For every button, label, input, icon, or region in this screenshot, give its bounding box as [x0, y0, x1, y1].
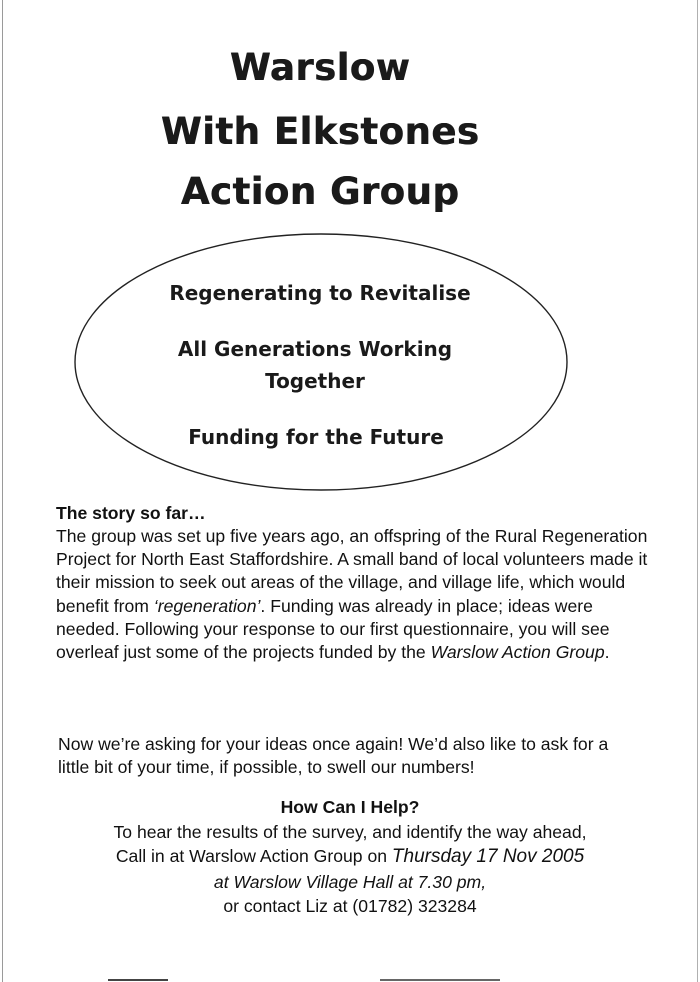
- story-emphasis: Warslow Action Group: [430, 642, 605, 663]
- story-paragraph: [56, 525, 656, 664]
- story-heading: The story so far…: [56, 503, 206, 523]
- title-line-1: Warslow: [229, 46, 411, 89]
- story-text: .: [604, 642, 610, 663]
- title-line-2: With Elkstones: [160, 110, 480, 153]
- slogan-generations-line2: Together: [265, 369, 365, 393]
- help-heading: How Can I Help?: [280, 797, 420, 817]
- help-line-4: or contact Liz at (01782) 323284: [223, 896, 477, 916]
- slogan-generations: [0, 333, 630, 397]
- help-line-3: at Warslow Village Hall at 7.30 pm,: [213, 872, 487, 892]
- title-line-3: Action Group: [180, 170, 460, 213]
- story-text: . Funding was already in place; ideas were needed. Following your response to our first questionnaire, you will see overleaf just some of the projects funded by the: [56, 595, 610, 663]
- ask-paragraph: Now we’re asking for your ideas once again! We’d also like to ask for a little bit of your time, if possible, to swell our numbers!: [58, 734, 609, 778]
- story-text: The group was set up five years ago, an offspring of the Rural Regeneration Project for North East Staffordshire. A small band of local volunteers made it their mission to seek out areas of the village, and village life, which would benefit from: [56, 526, 648, 616]
- slogan-funding: Funding for the Future: [188, 425, 444, 449]
- slogan-regenerating: Regenerating to Revitalise: [169, 281, 471, 305]
- meeting-date: Thursday 17 Nov 2005: [391, 846, 585, 867]
- help-line-1: To hear the results of the survey, and identify the way ahead,: [113, 822, 587, 842]
- help-line-2-prefix: Call in at Warslow Action Group on: [115, 846, 392, 866]
- story-emphasis: ‘regeneration’: [153, 595, 261, 616]
- slogan-generations-line1: All Generations Working: [177, 337, 453, 361]
- help-line-2: [30, 845, 670, 868]
